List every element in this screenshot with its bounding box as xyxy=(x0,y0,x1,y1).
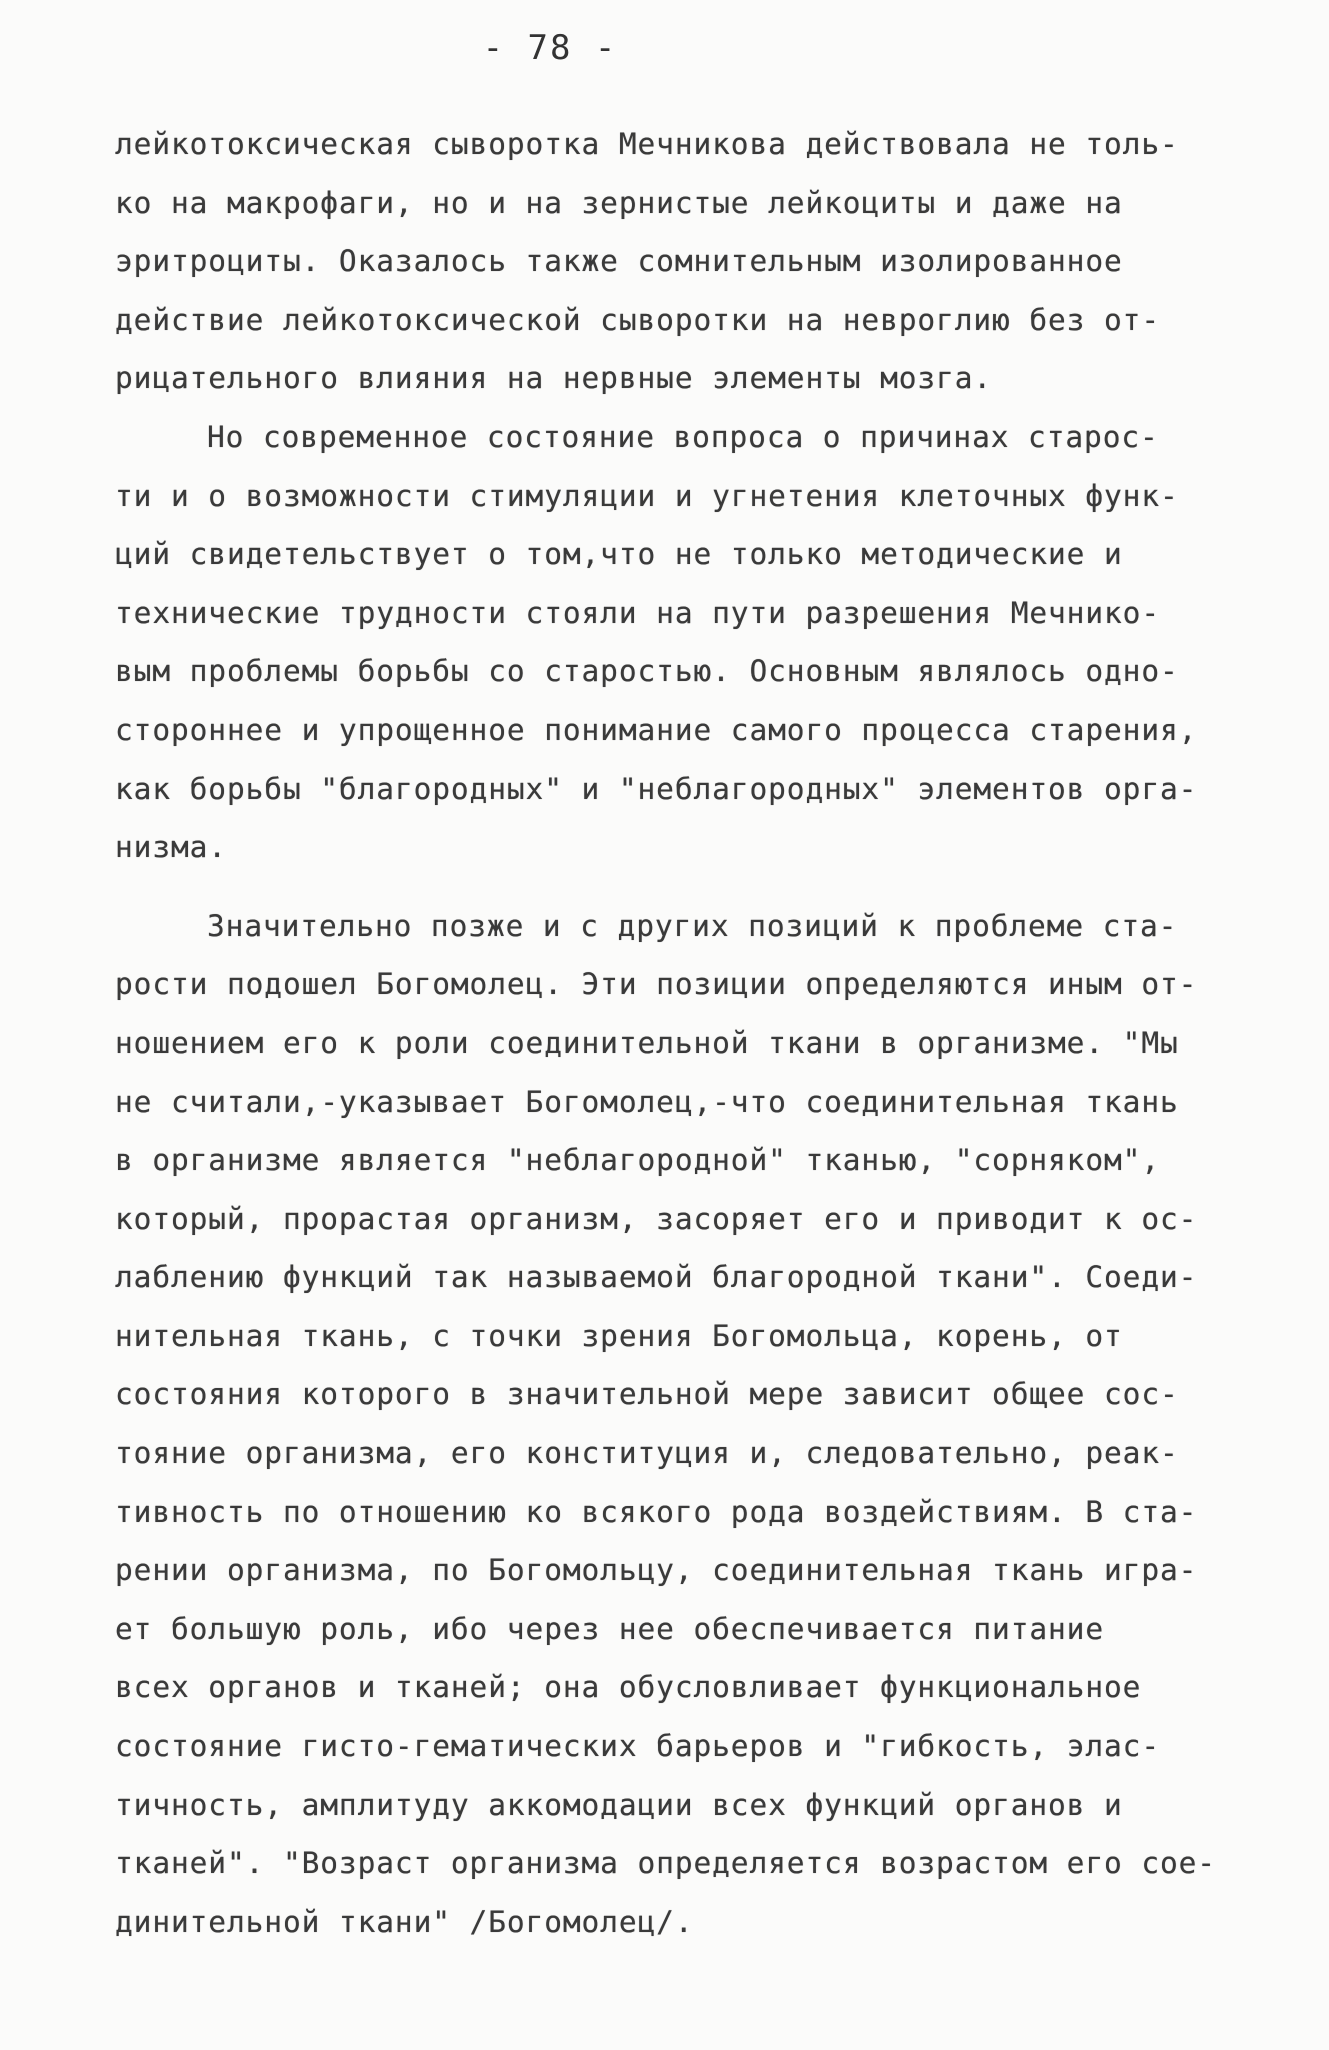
text-line: низма. xyxy=(115,830,227,865)
text-line: не считали,-указывает Богомолец,-что соединительная ткань xyxy=(115,1084,1179,1119)
text-line: рицательного влияния на нервные элементы мозга. xyxy=(115,361,993,396)
text-line: рении организма, по Богомольцу, соединительная ткань игра- xyxy=(115,1553,1198,1588)
text-line: тканей". "Возраст организма определяется возрастом его сое- xyxy=(115,1846,1216,1881)
text-line: ти и о возможности стимуляции и угнетения клеточных функ- xyxy=(115,478,1179,513)
text-line: действие лейкотоксической сыворотки на невроглию без от- xyxy=(115,302,1160,337)
text-line: тивность по отношению ко всякого рода воздействиям. В ста- xyxy=(115,1494,1198,1529)
text-line: Но современное состояние вопроса о причинах старос- xyxy=(207,419,1159,454)
text-line: стороннее и упрощенное понимание самого процесса старения, xyxy=(115,712,1198,747)
body-text xyxy=(115,115,1235,1951)
text-line: состояние гисто-гематических барьеров и "гибкость, элас- xyxy=(115,1729,1160,1764)
text-line: динительной ткани" /Богомолец/. xyxy=(115,1904,694,1939)
page-number: - 78 - xyxy=(482,28,618,68)
text-line: вым проблемы борьбы со старостью. Основным являлось одно- xyxy=(115,654,1179,689)
text-line: рости подошел Богомолец. Эти позиции определяются иным от- xyxy=(115,967,1198,1002)
text-line: в организме является "неблагородной" тканью, "сорняком", xyxy=(115,1143,1160,1178)
text-line: ко на макрофаги, но и на зернистые лейкоциты и даже на xyxy=(115,185,1123,220)
text-line: тичность, амплитуду аккомодации всех функций органов и xyxy=(115,1787,1123,1822)
text-line: состояния которого в значительной мере зависит общее сос- xyxy=(115,1377,1179,1412)
text-line: всех органов и тканей; она обусловливает функциональное xyxy=(115,1670,1142,1705)
text-line: лейкотоксическая сыворотка Мечникова действовала не толь- xyxy=(115,127,1179,161)
paragraph-gap xyxy=(115,877,1235,897)
text-line: ношением его к роли соединительной ткани в организме. "Мы xyxy=(115,1025,1179,1060)
text-line: эритроциты. Оказалось также сомнительным изолированное xyxy=(115,244,1123,279)
text-line: Значительно позже и с других позиций к проблеме ста- xyxy=(207,908,1178,943)
text-line: нительная ткань, с точки зрения Богомольца, корень, от xyxy=(115,1318,1123,1353)
text-line: лаблению функций так называемой благородной ткани". Соеди- xyxy=(115,1260,1198,1295)
text-line: который, прорастая организм, засоряет его и приводит к ос- xyxy=(115,1201,1198,1236)
text-line: технические трудности стояли на пути разрешения Мечнико- xyxy=(115,595,1160,630)
text-line: тояние организма, его конституция и, следовательно, реак- xyxy=(115,1436,1179,1471)
text-line: как борьбы "благородных" и "неблагородных" элементов орга- xyxy=(115,771,1198,806)
text-line: ций свидетельствует о том,что не только методические и xyxy=(115,537,1123,572)
text-line: ет большую роль, ибо через нее обеспечивается питание xyxy=(115,1611,1105,1646)
